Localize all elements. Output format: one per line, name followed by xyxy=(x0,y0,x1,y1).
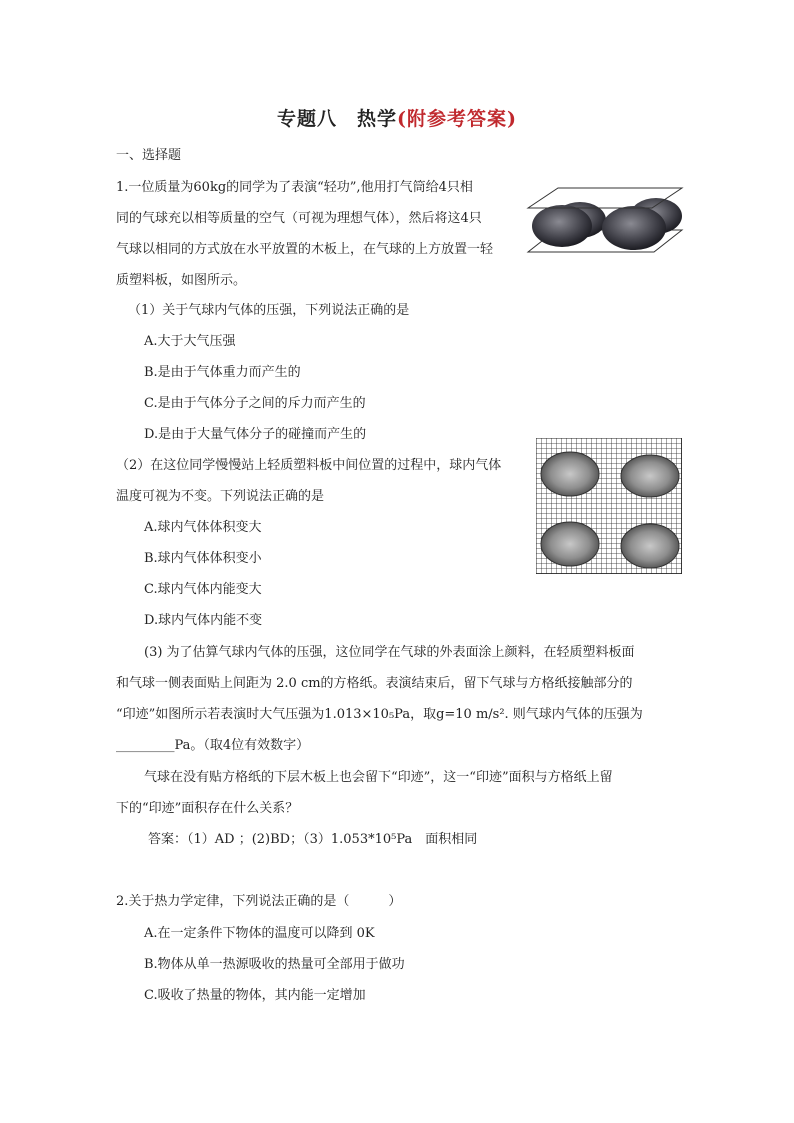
q1-sub1-option-c[interactable]: C.是由于气体分子之间的斥力而产生的 xyxy=(144,396,366,411)
q1-sub2-question-line-2: 温度可视为不变。下列说法正确的是 xyxy=(116,489,325,504)
q1-stem-line-1: 1.一位质量为60kg的同学为了表演“轻功”,他用打气筒给4只相 xyxy=(116,180,473,195)
q2-option-b[interactable]: B.物体从单一热源吸收的热量可全部用于做功 xyxy=(144,957,405,972)
q1-stem-line-4: 质塑料板，如图所示。 xyxy=(116,273,247,288)
q1-sub1-option-d[interactable]: D.是由于大量气体分子的碰撞而产生的 xyxy=(144,427,367,442)
q1-sub2-option-b[interactable]: B.球内气体体积变小 xyxy=(144,551,262,566)
section-heading: 一、选择题 xyxy=(116,148,182,163)
q1-sub1-option-b[interactable]: B.是由于气体重力而产生的 xyxy=(144,365,301,380)
q1-sub1-option-a[interactable]: A.大于大气压强 xyxy=(144,334,236,349)
imprint-grid-figure xyxy=(536,438,682,574)
q1-answer: 答案：（1）AD ；(2)BD；（3）1.053*10⁵Pa 面积相同 xyxy=(148,832,478,847)
title-main: 专题八 热学 xyxy=(277,108,398,130)
balloons-on-board-figure xyxy=(526,186,684,264)
title-suffix: (附参考答案) xyxy=(397,108,517,130)
q1-sub3-line-4: _________Pa。（取4位有效数字） xyxy=(116,738,310,753)
q2-option-a[interactable]: A.在一定条件下物体的温度可以降到 0K xyxy=(144,926,375,941)
q2-stem: 2.关于热力学定律，下列说法正确的是（ ） xyxy=(116,894,402,909)
page-title xyxy=(0,104,794,131)
q1-sub2-question-line-1: （2）在这位同学慢慢站上轻质塑料板中间位置的过程中，球内气体 xyxy=(116,458,502,473)
q2-option-c[interactable]: C.吸收了热量的物体，其内能一定增加 xyxy=(144,988,366,1003)
q1-sub3-line-2: 和气球一侧表面贴上间距为 2.0 cm的方格纸。表演结束后，留下气球与方格纸接触部分的 xyxy=(116,676,633,691)
q1-sub2-option-d[interactable]: D.球内气体内能不变 xyxy=(144,613,263,628)
q1-stem-line-3: 气球以相同的方式放在水平放置的木板上，在气球的上方放置一轻 xyxy=(116,242,494,257)
q1-followup-line-1: 气球在没有贴方格纸的下层木板上也会留下“印迹”，这一“印迹”面积与方格纸上留 xyxy=(144,770,613,785)
q1-stem-line-2: 同的气球充以相等质量的空气（可视为理想气体），然后将这4只 xyxy=(116,211,482,226)
q1-sub3-line-1: (3) 为了估算气球内气体的压强，这位同学在气球的外表面涂上颜料，在轻质塑料板面 xyxy=(144,645,635,660)
q1-followup-line-2: 下的“印迹”面积存在什么关系？ xyxy=(116,801,299,816)
q1-sub1-question: （1）关于气球内气体的压强，下列说法正确的是 xyxy=(128,303,410,318)
q1-sub3-line-3: “印迹”如图所示若表演时大气压强为1.013×10₅Pa，取g=10 m/s². 则气球内气体的压强为 xyxy=(116,707,643,722)
q1-sub2-option-a[interactable]: A.球内气体体积变大 xyxy=(144,520,262,535)
q1-sub2-option-c[interactable]: C.球内气体内能变大 xyxy=(144,582,262,597)
